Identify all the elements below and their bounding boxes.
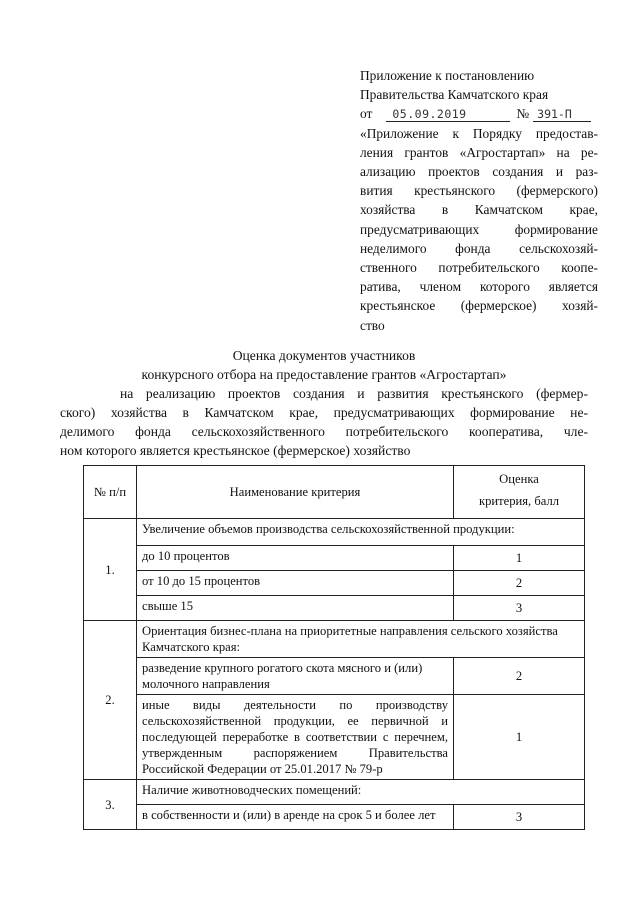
appendix-text-1: «Приложение к Порядку предостав-	[360, 125, 598, 141]
appendix-line-2: Правительства Камчатского края	[360, 87, 549, 103]
criterion-score: 1	[454, 695, 585, 780]
heading-line-6: ном которого является крестьянское (фермерское) хозяйство	[60, 443, 411, 458]
table-row	[84, 695, 585, 780]
table-row	[84, 658, 585, 695]
section-title: Ориентация бизнес-плана на приоритетные направления сельского хозяйства Камчатского края:	[137, 621, 585, 658]
header-number: № п/п	[84, 466, 137, 519]
table-row	[84, 780, 585, 805]
table-row	[84, 805, 585, 830]
appendix-text-8: ственного потребительского коопе-	[360, 260, 598, 276]
table-row	[84, 571, 585, 596]
criterion-name: от 10 до 15 процентов	[137, 571, 454, 596]
table-header-row	[84, 466, 585, 519]
table-row	[84, 596, 585, 621]
appendix-text-10: крестьянское (фермерское) хозяй-	[360, 298, 598, 314]
criterion-score: 2	[454, 571, 585, 596]
appendix-line-1: Приложение к постановлению	[360, 68, 535, 83]
number-label: №	[516, 106, 530, 122]
table-row	[84, 621, 585, 658]
header-score-line-2: критерия, балл	[478, 494, 560, 508]
criterion-score: 3	[454, 596, 585, 621]
appendix-text-6: предусматривающих формирование	[360, 221, 598, 237]
appendix-text-9: ратива, членом которого является	[360, 279, 598, 295]
appendix-text-7: неделимого фонда сельскохозяй-	[360, 240, 598, 256]
criterion-name: свыше 15	[137, 596, 454, 621]
table-row	[84, 546, 585, 571]
heading-line-4: ского) хозяйства в Камчатском крае, предусматривающих формирование не-	[60, 405, 588, 420]
signature-row	[360, 104, 598, 123]
section-title: Увеличение объемов производства сельскохозяйственной продукции:	[137, 519, 585, 546]
criterion-score: 3	[454, 805, 585, 830]
header-criterion: Наименование критерия	[137, 466, 454, 519]
header-score	[454, 466, 585, 519]
appendix-text-11: ство	[360, 317, 385, 333]
appendix-text-5: хозяйства в Камчатском крае,	[360, 202, 598, 218]
appendix-text-2: ления грантов «Агростартап» на ре-	[360, 144, 598, 160]
section-number: 1.	[84, 519, 137, 621]
criterion-name: разведение крупного рогатого скота мясного и (или) молочного направления	[137, 658, 454, 695]
appendix-text-3: ализацию проектов создания и раз-	[360, 164, 598, 180]
criterion-name: иные виды деятельности по производству сельскохозяйственной продукции, ее первичной и последующей переработке в соответствии с перечнем, утвержденным распоряжением Правительства Российской Федерации от 25.01.2017 № 79-р	[137, 695, 454, 780]
document-heading	[60, 346, 588, 460]
header-score-line-1: Оценка	[499, 472, 539, 486]
section-title: Наличие животноводческих помещений:	[137, 780, 585, 805]
from-label: от	[360, 106, 373, 122]
heading-line-3: на реализацию проектов создания и развития крестьянского (фермер-	[120, 386, 588, 401]
criterion-score: 1	[454, 546, 585, 571]
appendix-text-4: вития крестьянского (фермерского)	[360, 183, 598, 199]
resolution-date: 05.09.2019	[386, 107, 510, 122]
appendix-block	[360, 66, 598, 335]
heading-line-1: Оценка документов участников	[232, 348, 416, 363]
criterion-score: 2	[454, 658, 585, 695]
criterion-name: в собственности и (или) в аренде на срок 5 и более лет	[137, 805, 454, 830]
criterion-name: до 10 процентов	[137, 546, 454, 571]
criteria-table	[83, 465, 585, 830]
section-number: 2.	[84, 621, 137, 780]
resolution-number: 391-П	[533, 107, 591, 122]
table-row	[84, 519, 585, 546]
heading-line-2: конкурсного отбора на предоставление грантов «Агростартап»	[141, 367, 507, 382]
section-number: 3.	[84, 780, 137, 830]
heading-line-5: делимого фонда сельскохозяйственного потребительского кооператива, чле-	[60, 424, 588, 439]
